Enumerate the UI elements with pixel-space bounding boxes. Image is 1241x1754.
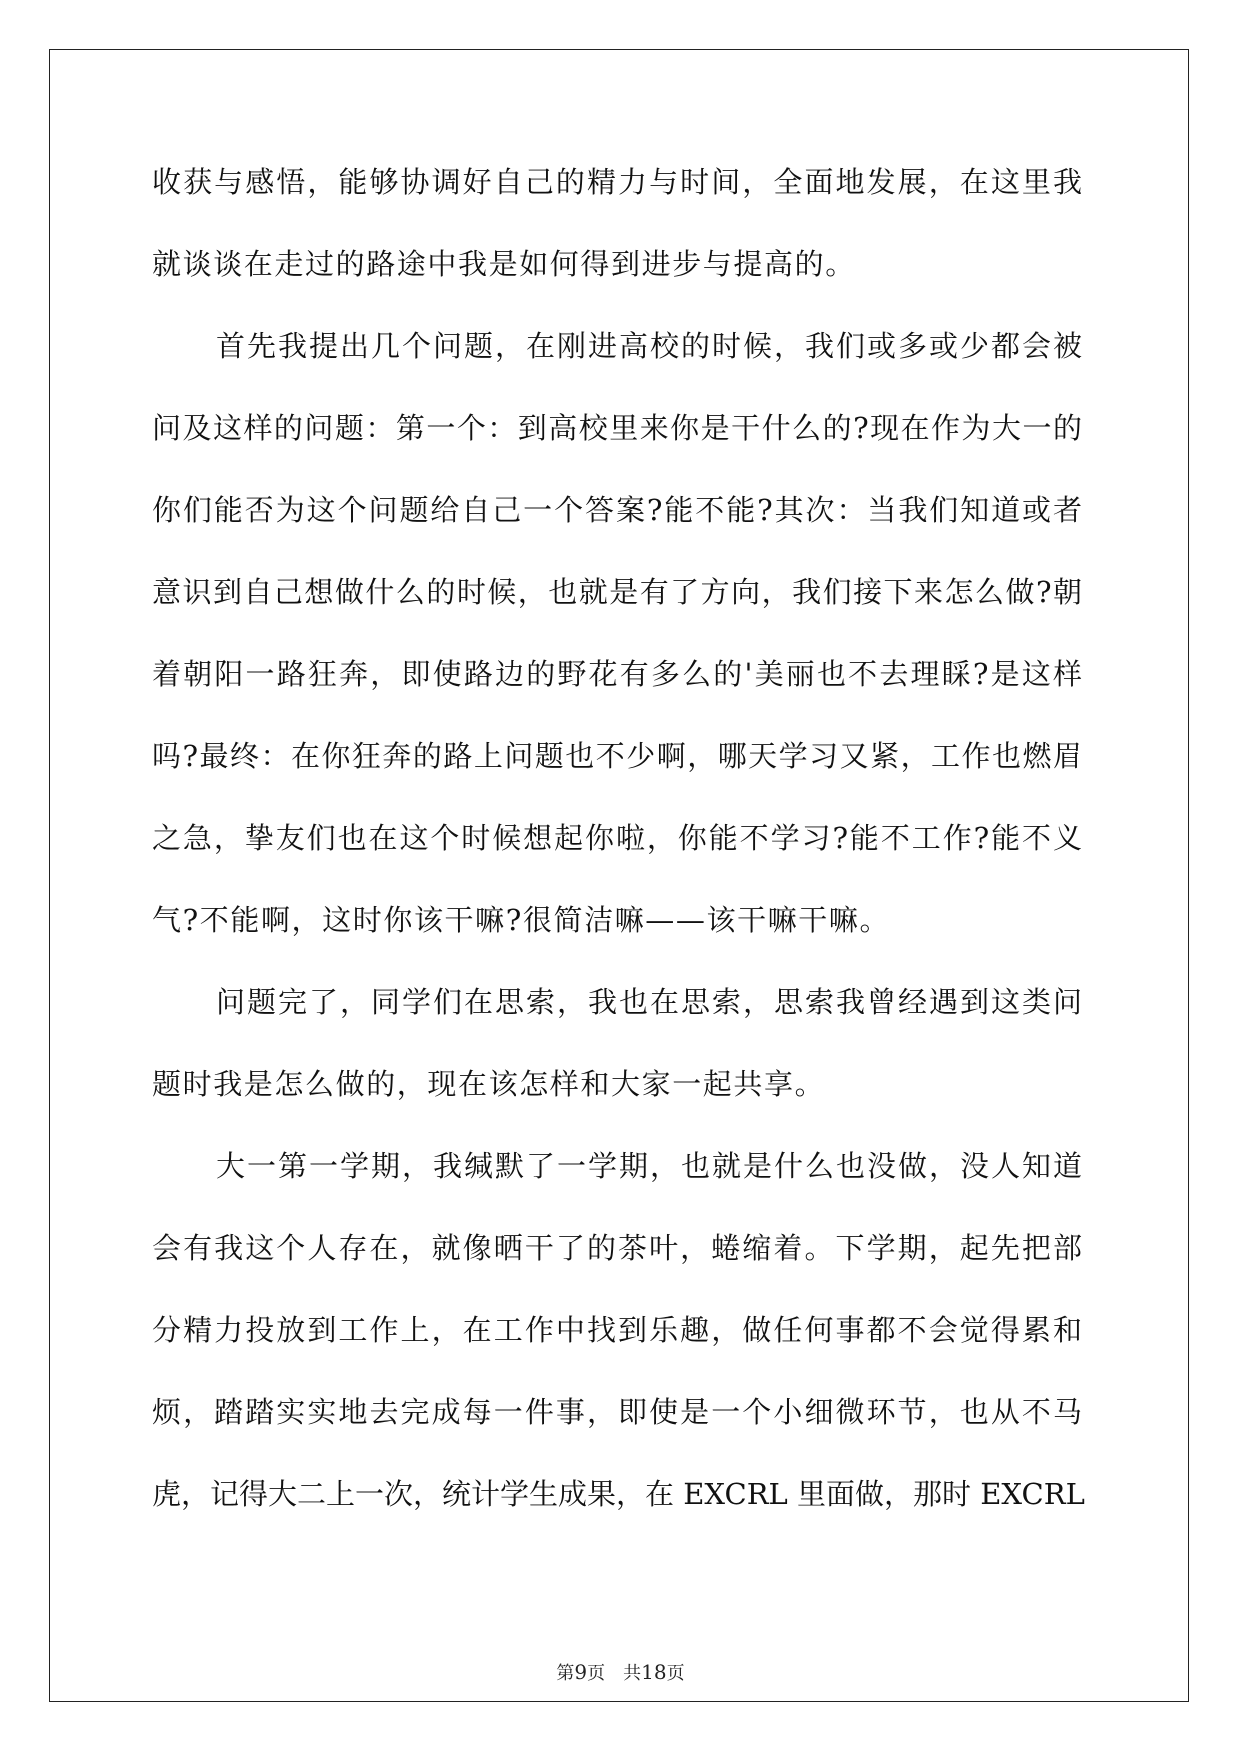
text-line: 题时我是怎么做的，现在该怎样和大家一起共享。 xyxy=(152,1067,826,1101)
text-line: 着朝阳一路狂奔，即使路边的野花有多么的'美丽也不去理睬?是这样 xyxy=(152,657,1082,691)
footer-middle: 页 共 xyxy=(587,1663,642,1684)
body-text xyxy=(152,160,1085,1554)
text-line: 就谈谈在走过的路途中我是如何得到进步与提高的。 xyxy=(152,247,856,281)
text-line: 问题完了，同学们在思索，我也在思索，思索我曾经遇到这类问 xyxy=(216,985,1082,1019)
text-line: 收获与感悟，能够协调好自己的精力与时间，全面地发展，在这里我 xyxy=(152,165,1082,199)
text-line: 吗?最终：在你狂奔的路上问题也不少啊，哪天学习又紧，工作也燃眉 xyxy=(152,739,1082,773)
footer-suffix: 页 xyxy=(666,1663,685,1684)
text-line: 分精力投放到工作上，在工作中找到乐趣，做任何事都不会觉得累和 xyxy=(152,1313,1082,1347)
text-line: 意识到自己想做什么的时候，也就是有了方向，我们接下来怎么做?朝 xyxy=(152,575,1082,609)
text-line: 你们能否为这个问题给自己一个答案?能不能?其次：当我们知道或者 xyxy=(152,493,1082,527)
text-line: 气?不能啊，这时你该干嘛?很简洁嘛——该干嘛干嘛。 xyxy=(152,903,891,937)
text-line: 大一第一学期，我缄默了一学期，也就是什么也没做，没人知道 xyxy=(216,1149,1082,1183)
text-line: 虎，记得大二上一次，统计学生成果，在 EXCRL 里面做，那时 EXCRL xyxy=(152,1477,1085,1511)
text-line: 首先我提出几个问题，在刚进高校的时候，我们或多或少都会被 xyxy=(216,329,1082,363)
footer-prefix: 第 xyxy=(556,1663,575,1684)
current-page-number: 9 xyxy=(574,1660,588,1684)
text-line: 问及这样的问题：第一个：到高校里来你是干什么的?现在作为大一的 xyxy=(152,411,1082,445)
page-footer xyxy=(0,1660,1241,1686)
text-line: 会有我这个人存在，就像晒干了的茶叶，蜷缩着。下学期，起先把部 xyxy=(152,1231,1082,1265)
text-line: 之急，挚友们也在这个时候想起你啦，你能不学习?能不工作?能不义 xyxy=(152,821,1082,855)
text-line: 烦，踏踏实实地去完成每一件事，即使是一个小细微环节，也从不马 xyxy=(152,1395,1082,1429)
total-page-count: 18 xyxy=(641,1660,667,1684)
